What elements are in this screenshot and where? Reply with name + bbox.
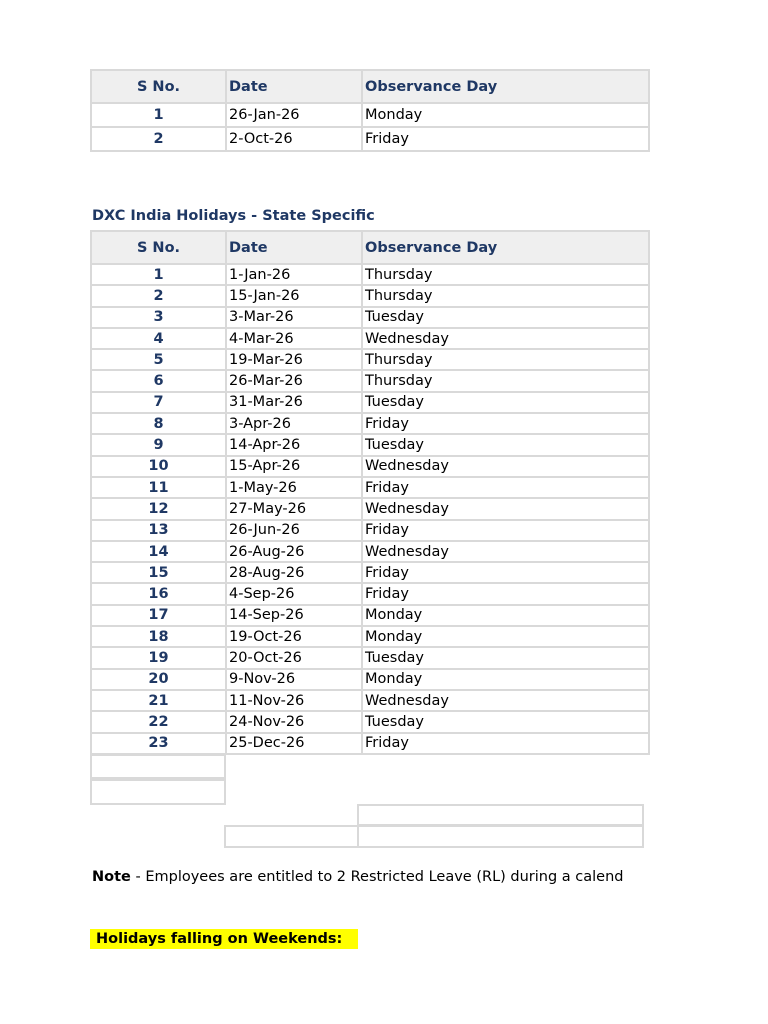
table-row — [91, 103, 649, 127]
header-date: Date — [226, 70, 362, 103]
table-row — [91, 711, 649, 732]
cell-date: 27-May-26 — [226, 498, 362, 519]
table-header-row — [91, 231, 649, 264]
table-row — [91, 285, 649, 306]
cell-observance-day: Tuesday — [362, 434, 649, 455]
cell-observance-day: Friday — [362, 413, 649, 434]
cell-observance-day: Thursday — [362, 370, 649, 391]
cell-date: 26-Mar-26 — [226, 370, 362, 391]
cell-observance-day: Monday — [362, 605, 649, 626]
cell-date: 26-Jan-26 — [226, 103, 362, 127]
table-row — [91, 605, 649, 626]
cell-observance-day: Friday — [362, 733, 649, 754]
cell-date: 31-Mar-26 — [226, 392, 362, 413]
cell-observance-day: Tuesday — [362, 711, 649, 732]
table-row — [91, 733, 649, 754]
restricted-leave-note — [92, 869, 648, 885]
cell-observance-day: Wednesday — [362, 541, 649, 562]
table-row — [91, 690, 649, 711]
cell-date: 24-Nov-26 — [226, 711, 362, 732]
cell-observance-day: Friday — [362, 477, 649, 498]
table-row — [91, 647, 649, 668]
cell-sno: 4 — [91, 328, 226, 349]
cell-date: 25-Dec-26 — [226, 733, 362, 754]
cell-date: 4-Mar-26 — [226, 328, 362, 349]
cell-observance-day: Friday — [362, 562, 649, 583]
table-row — [91, 264, 649, 285]
cell-sno: 23 — [91, 733, 226, 754]
cell-date: 26-Aug-26 — [226, 541, 362, 562]
cell-sno: 22 — [91, 711, 226, 732]
cell-date: 1-May-26 — [226, 477, 362, 498]
cell-sno: 12 — [91, 498, 226, 519]
cell-date: 1-Jan-26 — [226, 264, 362, 285]
cell-sno: 13 — [91, 520, 226, 541]
cell-sno: 11 — [91, 477, 226, 498]
cell-observance-day: Monday — [362, 103, 649, 127]
cell-date: 19-Mar-26 — [226, 349, 362, 370]
cell-observance-day: Wednesday — [362, 456, 649, 477]
cell-sno: 7 — [91, 392, 226, 413]
empty-cell — [357, 825, 644, 848]
cell-sno: 17 — [91, 605, 226, 626]
header-sno: S No. — [91, 231, 226, 264]
cell-date: 15-Apr-26 — [226, 456, 362, 477]
empty-cell — [357, 804, 644, 826]
table-header-row — [91, 70, 649, 103]
table-row — [91, 520, 649, 541]
cell-date: 14-Apr-26 — [226, 434, 362, 455]
cell-date: 4-Sep-26 — [226, 583, 362, 604]
table-row — [91, 434, 649, 455]
cell-sno: 8 — [91, 413, 226, 434]
empty-cell — [90, 779, 226, 805]
cell-sno: 21 — [91, 690, 226, 711]
cell-observance-day: Friday — [362, 520, 649, 541]
cell-date: 28-Aug-26 — [226, 562, 362, 583]
table-row — [91, 413, 649, 434]
cell-sno: 3 — [91, 307, 226, 328]
section-title-state-specific: DXC India Holidays - State Specific — [92, 208, 375, 224]
header-date: Date — [226, 231, 362, 264]
cell-observance-day: Wednesday — [362, 498, 649, 519]
table-row — [91, 392, 649, 413]
cell-date: 20-Oct-26 — [226, 647, 362, 668]
cell-sno: 6 — [91, 370, 226, 391]
table-row — [91, 541, 649, 562]
cell-sno: 16 — [91, 583, 226, 604]
cell-sno: 18 — [91, 626, 226, 647]
table-row — [91, 583, 649, 604]
table-row — [91, 328, 649, 349]
table-row — [91, 307, 649, 328]
cell-sno: 19 — [91, 647, 226, 668]
cell-sno: 1 — [91, 103, 226, 127]
table-row — [91, 562, 649, 583]
cell-observance-day: Tuesday — [362, 392, 649, 413]
table-row — [91, 626, 649, 647]
cell-observance-day: Monday — [362, 669, 649, 690]
table-row — [91, 456, 649, 477]
table-row — [91, 477, 649, 498]
header-sno: S No. — [91, 70, 226, 103]
cell-date: 3-Mar-26 — [226, 307, 362, 328]
cell-sno: 20 — [91, 669, 226, 690]
weekend-holidays-heading: Holidays falling on Weekends: — [90, 929, 358, 949]
cell-observance-day: Monday — [362, 626, 649, 647]
cell-sno: 10 — [91, 456, 226, 477]
national-holidays-table — [90, 69, 650, 152]
cell-date: 14-Sep-26 — [226, 605, 362, 626]
table-row — [91, 370, 649, 391]
cell-date: 9-Nov-26 — [226, 669, 362, 690]
cell-sno: 2 — [91, 285, 226, 306]
cell-observance-day: Tuesday — [362, 307, 649, 328]
note-text: - Employees are entitled to 2 Restricted Leave (RL) during a calend — [130, 869, 624, 885]
table-row — [91, 349, 649, 370]
cell-observance-day: Wednesday — [362, 328, 649, 349]
table-row — [91, 498, 649, 519]
cell-observance-day: Thursday — [362, 349, 649, 370]
table-row — [91, 669, 649, 690]
cell-sno: 2 — [91, 127, 226, 151]
cell-date: 3-Apr-26 — [226, 413, 362, 434]
header-observance-day: Observance Day — [362, 70, 649, 103]
empty-cell — [224, 825, 359, 848]
header-observance-day: Observance Day — [362, 231, 649, 264]
cell-sno: 1 — [91, 264, 226, 285]
cell-observance-day: Tuesday — [362, 647, 649, 668]
cell-date: 2-Oct-26 — [226, 127, 362, 151]
cell-sno: 5 — [91, 349, 226, 370]
cell-sno: 14 — [91, 541, 226, 562]
cell-observance-day: Thursday — [362, 285, 649, 306]
cell-date: 15-Jan-26 — [226, 285, 362, 306]
cell-observance-day: Thursday — [362, 264, 649, 285]
cell-date: 11-Nov-26 — [226, 690, 362, 711]
cell-sno: 15 — [91, 562, 226, 583]
cell-observance-day: Friday — [362, 127, 649, 151]
cell-observance-day: Wednesday — [362, 690, 649, 711]
cell-sno: 9 — [91, 434, 226, 455]
table-row — [91, 127, 649, 151]
note-label: Note — [92, 869, 131, 885]
cell-observance-day: Friday — [362, 583, 649, 604]
state-specific-holidays-table — [90, 230, 650, 755]
cell-date: 26-Jun-26 — [226, 520, 362, 541]
empty-cell — [90, 754, 226, 779]
cell-date: 19-Oct-26 — [226, 626, 362, 647]
